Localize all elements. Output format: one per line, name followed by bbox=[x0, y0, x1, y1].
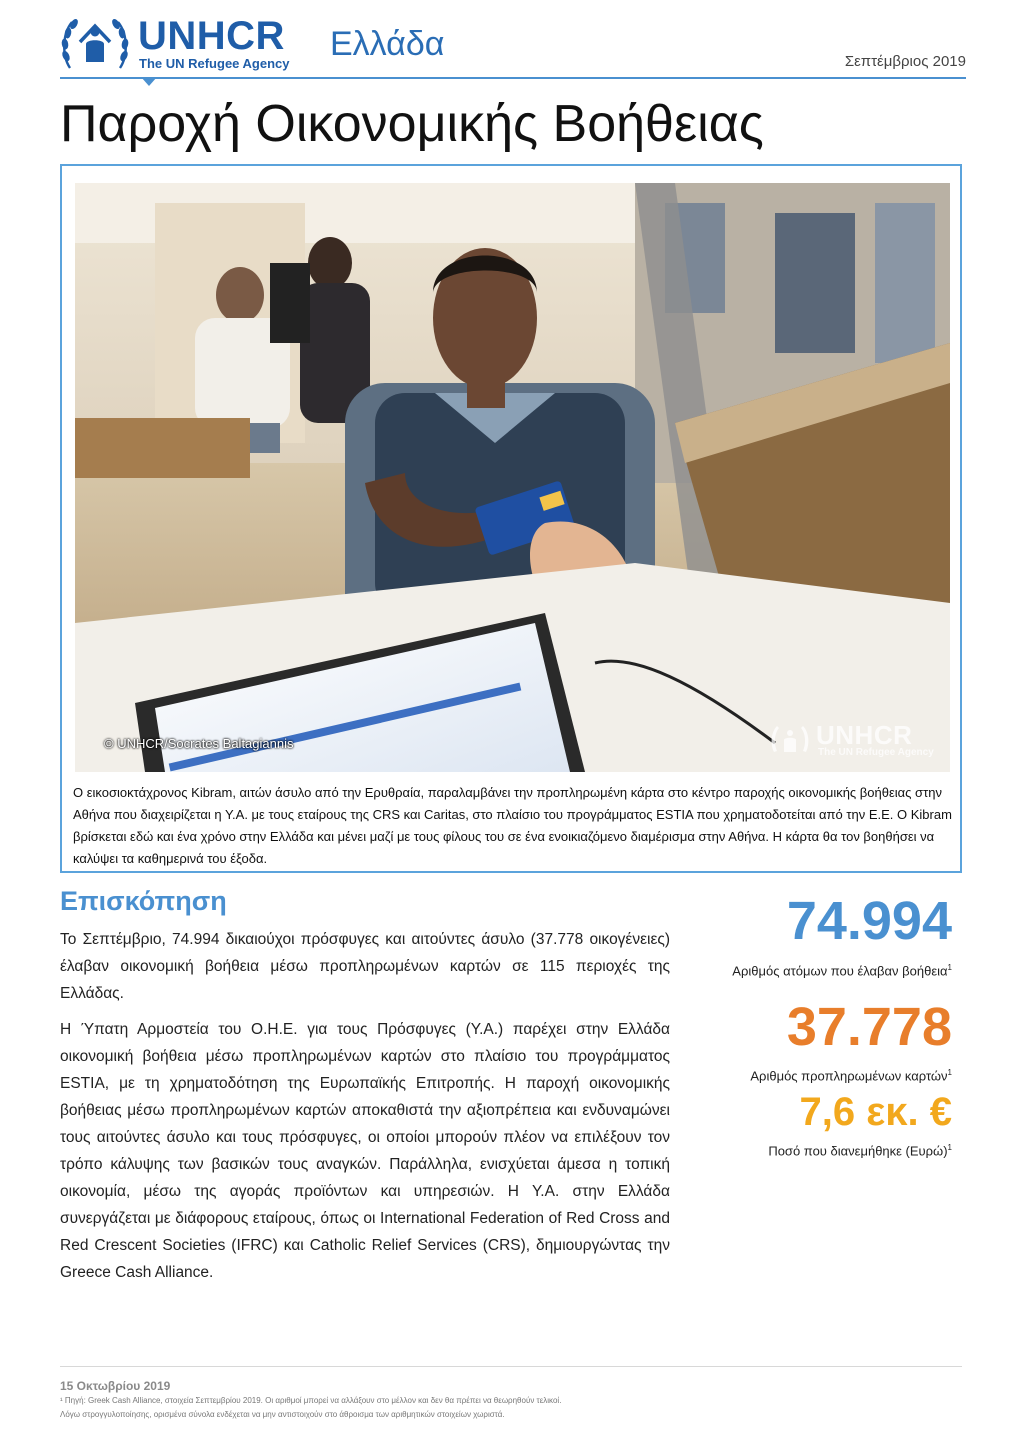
photo-watermark bbox=[770, 720, 940, 760]
stat-amount-value: 7,6 εκ. € bbox=[799, 1090, 952, 1134]
photo bbox=[75, 183, 950, 772]
photo-caption: Ο εικοσιοκτάχρονος Kibram, αιτών άσυλο από την Ερυθραία, παραλαμβάνει την προπληρωμένη κάρτα στο κέντρο παροχής οικονομικής βοήθειας στην Αθήνα που διαχειρίζεται η Υ.Α. με τους εταίρους της CRS και Caritas, στο πλαίσιο του προγράμματος ESTIA που χρηματοδοτείται από την Ε.Ε. Ο Kibram βρίσκεται εδώ και ένα χρόνο στην Ελλάδα και μένει μαζί με τους φίλους του σε ένα ενοικιαζόμενο διαμέρισμα στην Αθήνα. Η κάρτα θα τον βοηθήσει να καλύψει τα καθημερινά του έξοδα. bbox=[73, 785, 952, 866]
country-name: Ελλάδα bbox=[330, 25, 445, 63]
overview-heading: Επισκόπηση bbox=[60, 886, 227, 916]
unhcr-emblem-icon bbox=[60, 12, 130, 74]
watermark-emblem-icon bbox=[770, 722, 810, 756]
footnote-source: ¹ Πηγή: Greek Cash Alliance, στοιχεία Σεπτεμβρίου 2019. Οι αριθμοί μπορεί να αλλάξουν στο μέλλον και δεν θα πρέπει να θεωρηθούν τελικοί. bbox=[60, 1396, 562, 1405]
stat-cards-label bbox=[750, 1068, 952, 1083]
watermark-brand: UNHCR bbox=[816, 720, 913, 750]
stat-cards-label-text: Αριθμός προπληρωμένων καρτών bbox=[750, 1068, 948, 1084]
header-divider-notch bbox=[141, 77, 157, 86]
page-title: Παροχή Οικονομικής Βοήθειας bbox=[60, 95, 764, 153]
stat-people-label-text: Αριθμός ατόμων που έλαβαν βοήθεια bbox=[732, 963, 948, 979]
footnote-rounding: Λόγω στρογγυλοποίησης, ορισμένα σύνολα ενδέχεται να μην αντιστοιχούν στο άθροισμα των αριθμητικών στοιχείων χωριστά. bbox=[60, 1410, 505, 1419]
stat-amount-label bbox=[768, 1143, 952, 1158]
photo-illustration bbox=[75, 183, 950, 772]
footnote-marker: 1 bbox=[947, 963, 952, 972]
footnote-marker: 1 bbox=[947, 1143, 952, 1152]
footer-date: 15 Οκτωβρίου 2019 bbox=[60, 1379, 171, 1393]
stat-people-label bbox=[732, 963, 952, 978]
brand-tagline: The UN Refugee Agency bbox=[139, 56, 290, 71]
stat-amount-label-text: Ποσό που διανεμήθηκε (Ευρώ) bbox=[768, 1143, 948, 1159]
header-divider bbox=[60, 77, 966, 79]
photo-credit: © UNHCR/Socrates Baltagiannis bbox=[104, 736, 294, 751]
footer-divider bbox=[60, 1366, 962, 1367]
watermark-tagline: The UN Refugee Agency bbox=[818, 747, 934, 758]
stat-people-value: 74.994 bbox=[786, 891, 952, 951]
overview-paragraph-1: Το Σεπτέμβριο, 74.994 δικαιούχοι πρόσφυγες και αιτούντες άσυλο (37.778 οικογένειες) έλαβαν οικονομική βοήθεια μέσω προπληρωμένων καρτών σε 115 περιοχές της Ελλάδας. bbox=[60, 931, 670, 1002]
stat-cards-value: 37.778 bbox=[786, 997, 952, 1057]
footnote-marker: 1 bbox=[947, 1068, 952, 1077]
brand-name: UNHCR bbox=[138, 14, 285, 58]
overview-paragraph-2: Η Ύπατη Αρμοστεία του Ο.Η.Ε. για τους Πρόσφυγες (Υ.Α.) παρέχει στην Ελλάδα οικονομική βοήθεια μέσω προπληρωμένων καρτών στο πλαίσιο του προγράμματος ESTIA, με τη χρηματοδότηση της Ευρωπαϊκής Επιτροπής. Η παροχή οικονομικής βοήθειας μέσω προπληρωμένων καρτών αποκαθιστά την αξιοπρέπεια και ενδυναμώνει τους αιτούντες άσυλο και τους πρόσφυγες, οι οποίοι μπορούν πλέον να επιλέξουν τον τρόπο κάλυψης των βασικών τους αναγκών. Παράλληλα, ενισχύεται άμεσα η τοπική οικονομία, μέσω της αγοράς προϊόντων και υπηρεσιών. Η Υ.Α. στην Ελλάδα συνεργάζεται με διάφορους εταίρους, όπως οι International Federation of Red Cross and Red Crescent Societies (IFRC) και Catholic Relief Services (CRS), δημιουργώντας την Greece Cash Alliance. bbox=[60, 1021, 670, 1281]
report-date: Σεπτέμβριος 2019 bbox=[844, 53, 966, 70]
unhcr-logo bbox=[60, 12, 310, 74]
